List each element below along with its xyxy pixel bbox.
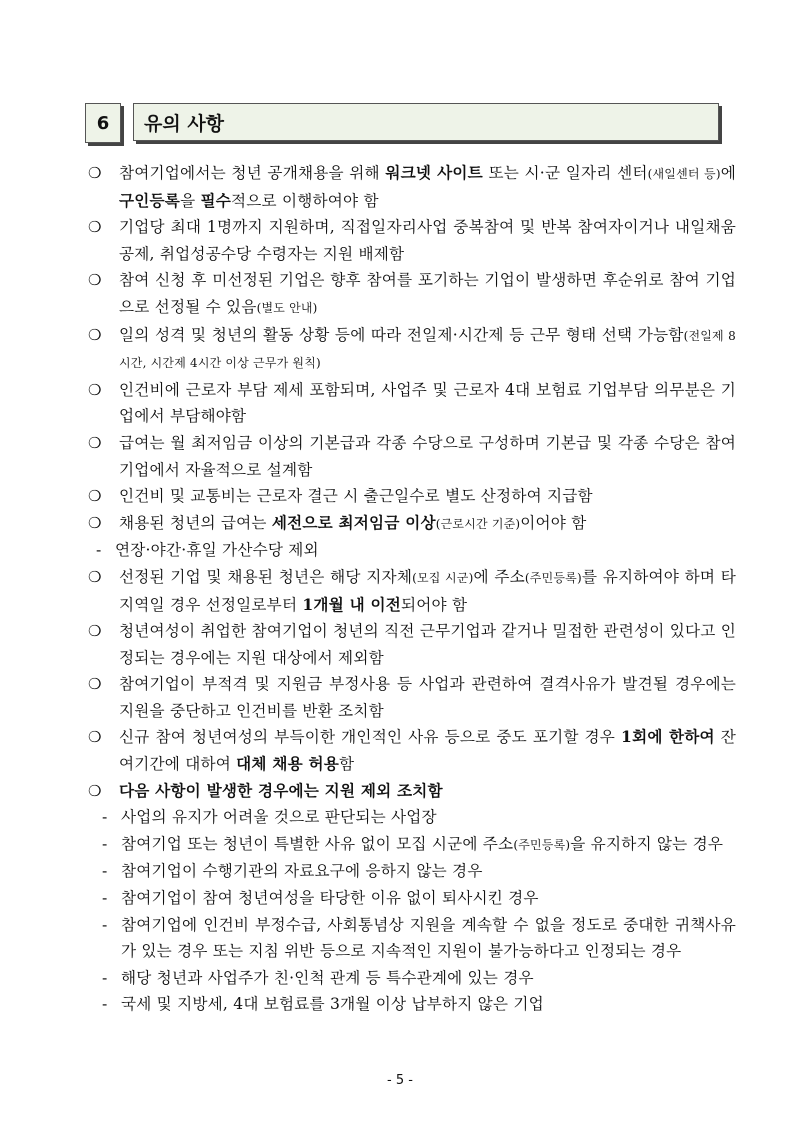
list-item: ❍ 채용된 청년의 급여는 세전으로 최저임금 이상(근로시간 기준)이어야 함 (88, 510, 736, 538)
dash-marker: - (102, 968, 108, 987)
list-item: ❍ 참여기업에서는 청년 공개채용을 위해 워크넷 사이트 또는 시·군 일자리 센터(새일센터 등)에 구인등록을 필수적으로 이행하여야 함 (88, 160, 736, 214)
dash-marker: - (102, 889, 108, 908)
bullet-circle-icon: ❍ (88, 728, 102, 747)
dash-marker: - (102, 834, 108, 853)
bullet-circle-icon: ❍ (88, 433, 102, 452)
section-number: 6 (85, 103, 121, 143)
sub-item: - 참여기업 또는 청년이 특별한 사유 없이 모집 시군에 주소(주민등록)을 유지하지 않는 경우 (88, 831, 736, 859)
bullet-circle-icon: ❍ (88, 622, 102, 641)
bullet-circle-icon: ❍ (88, 164, 102, 182)
dash-marker: - (102, 995, 108, 1014)
list-item: ❍ 참여기업이 부적격 및 지원금 부정사용 등 사업과 관련하여 결격사유가 발견될 경우에는 지원을 중단하고 인건비를 반환 조치함 (88, 671, 736, 724)
bullet-circle-icon: ❍ (88, 487, 102, 506)
list-item: ❍ 신규 참여 청년여성의 부득이한 개인적인 사유 등으로 중도 포기할 경우 1회에 한하여 잔여기간에 대하여 대체 채용 허용함 (88, 724, 736, 777)
sub-item: - 연장·야간·휴일 가산수당 제외 (88, 537, 736, 564)
bullet-circle-icon: ❍ (88, 675, 102, 694)
bullet-circle-icon: ❍ (88, 781, 102, 800)
bullet-circle-icon: ❍ (88, 567, 102, 586)
sub-item: - 해당 청년과 사업주가 친·인척 관계 등 특수관계에 있는 경우 (88, 965, 736, 992)
sub-item: - 참여기업이 참여 청년여성을 타당한 이유 없이 퇴사시킨 경우 (88, 885, 736, 912)
section-header (85, 103, 721, 147)
sub-item: - 사업의 유지가 어려울 것으로 판단되는 사업장 (88, 804, 736, 831)
dash-marker: - (102, 808, 108, 827)
bullet-circle-icon: ❍ (88, 325, 102, 344)
dash-marker: - (96, 541, 102, 560)
list-item: ❍ 일의 성격 및 청년의 활동 상황 등에 따라 전일제·시간제 등 근무 형태 선택 가능함(전일제 8시간, 시간제 4시간 이상 근무가 원칙) (88, 322, 736, 377)
list-item: ❍ 참여 신청 후 미선정된 기업은 향후 참여를 포기하는 기업이 발생하면 후순위로 참여 기업으로 선정될 수 있음(별도 안내) (88, 267, 736, 321)
list-item: ❍ 인건비 및 교통비는 근로자 결근 시 출근일수로 별도 산정하여 지급함 (88, 483, 736, 510)
sub-item: - 참여기업에 인건비 부정수급, 사회통념상 지원을 계속할 수 없을 정도로 중대한 귀책사유가 있는 경우 또는 지침 위반 등으로 지속적인 지원이 불가능하다고 인정되는 경우 (88, 912, 736, 965)
bullet-circle-icon: ❍ (88, 218, 102, 237)
list-item: ❍ 선정된 기업 및 채용된 청년은 해당 지자체(모집 시군)에 주소(주민등록)를 유지하여야 하며 타지역일 경우 선정일로부터 1개월 내 이전되어야 함 (88, 564, 736, 618)
section-title: 유의 사항 (133, 103, 719, 141)
bullet-circle-icon: ❍ (88, 513, 102, 532)
bullet-circle-icon: ❍ (88, 271, 102, 290)
dash-marker: - (102, 915, 108, 934)
dash-marker: - (102, 862, 108, 881)
list-item: ❍ 다음 사항이 발생한 경우에는 지원 제외 조치함 (88, 778, 736, 805)
list-item: ❍ 청년여성이 취업한 참여기업이 청년의 직전 근무기업과 같거나 밀접한 관련성이 있다고 인정되는 경우에는 지원 대상에서 제외함 (88, 618, 736, 671)
bullet-circle-icon: ❍ (88, 380, 102, 399)
list-item: ❍ 인건비에 근로자 부담 제세 포함되며, 사업주 및 근로자 4대 보험료 기업부담 의무분은 기업에서 부담해야함 (88, 377, 736, 430)
sub-item: - 참여기업이 수행기관의 자료요구에 응하지 않는 경우 (88, 858, 736, 885)
page-number: - 5 - (387, 1073, 413, 1088)
list-item: ❍ 급여는 월 최저임금 이상의 기본급과 각종 수당으로 구성하며 기본급 및 각종 수당은 참여기업에서 자율적으로 설계함 (88, 430, 736, 483)
notes-list (88, 160, 736, 1018)
list-item: ❍ 기업당 최대 1명까지 지원하며, 직접일자리사업 중복참여 및 반복 참여자이거나 내일채움공제, 취업성공수당 수령자는 지원 배제함 (88, 214, 736, 267)
sub-item: - 국세 및 지방세, 4대 보험료를 3개월 이상 납부하지 않은 기업 (88, 991, 736, 1018)
